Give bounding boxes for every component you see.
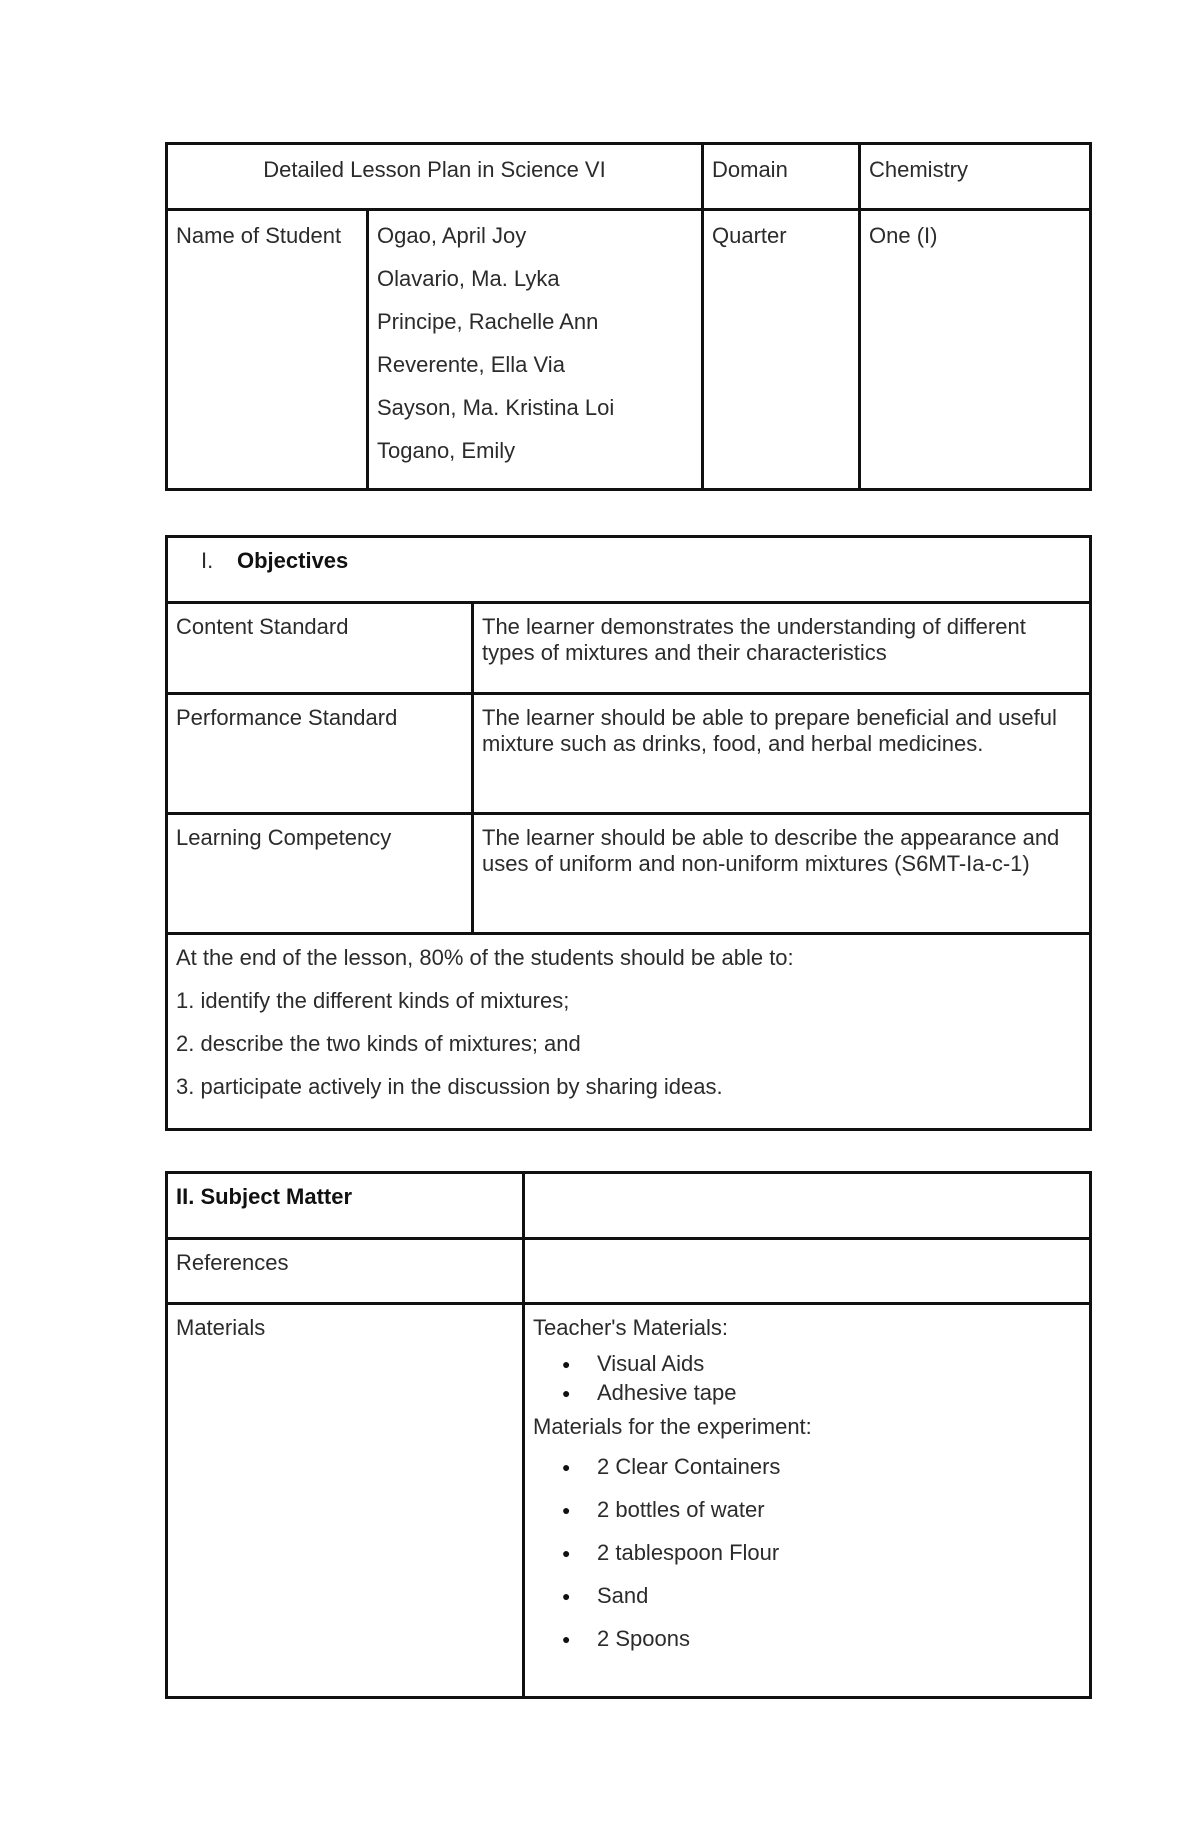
objective-item: 2. describe the two kinds of mixtures; and: [176, 1031, 581, 1056]
list-item: ● Adhesive tape: [597, 1380, 1081, 1409]
objectives-numeral: I.: [201, 548, 214, 573]
domain-value: Chemistry: [860, 144, 1091, 210]
objectives-list-cell: [167, 934, 1091, 1130]
list-item: ● 2 tablespoon Flour: [597, 1540, 1081, 1583]
list-item: ● Sand: [597, 1583, 1081, 1626]
objectives-intro: At the end of the lesson, 80% of the students should be able to:: [176, 945, 794, 970]
list-item: ● Visual Aids: [597, 1351, 1081, 1380]
objective-item: 3. participate actively in the discussion by sharing ideas.: [176, 1074, 723, 1099]
experiment-materials-list: [533, 1454, 1081, 1669]
performance-standard-label: Performance Standard: [167, 694, 473, 814]
student-name: Olavario, Ma. Lyka: [377, 266, 560, 291]
subject-matter-empty: [524, 1173, 1091, 1239]
list-item: ● 2 Spoons: [597, 1626, 1081, 1669]
subject-matter-heading: II. Subject Matter: [167, 1173, 524, 1239]
student-name: Reverente, Ella Via: [377, 352, 565, 377]
subject-matter-table: [165, 1171, 1092, 1699]
student-name: Togano, Emily: [377, 438, 516, 463]
content-standard-text: The learner demonstrates the understanding of different types of mixtures and their characteristics: [473, 603, 1091, 694]
quarter-value: One (I): [860, 210, 1091, 490]
objective-item: 1. identify the different kinds of mixtures;: [176, 988, 570, 1013]
student-list: [368, 210, 703, 490]
student-name: Principe, Rachelle Ann: [377, 309, 599, 334]
student-label: Name of Student: [167, 210, 368, 490]
materials-list-cell: [524, 1304, 1091, 1698]
student-name: Ogao, April Joy: [377, 223, 527, 248]
list-item: ● 2 Clear Containers: [597, 1454, 1081, 1497]
learning-competency-text: The learner should be able to describe the appearance and uses of uniform and non-uniform mixtures (S6MT-Ia-c-1): [473, 814, 1091, 934]
list-item: ● 2 bottles of water: [597, 1497, 1081, 1540]
references-label: References: [167, 1239, 524, 1304]
experiment-materials-label: Materials for the experiment:: [533, 1414, 812, 1439]
content-standard-label: Content Standard: [167, 603, 473, 694]
quarter-label: Quarter: [703, 210, 860, 490]
header-table: [165, 142, 1092, 491]
performance-standard-text: The learner should be able to prepare beneficial and useful mixture such as drinks, food, and herbal medicines.: [473, 694, 1091, 814]
learning-competency-label: Learning Competency: [167, 814, 473, 934]
references-value: [524, 1239, 1091, 1304]
lesson-plan-title: Detailed Lesson Plan in Science VI: [167, 144, 703, 210]
objectives-heading: Objectives: [237, 548, 349, 573]
teacher-materials-list: [533, 1351, 1081, 1409]
objectives-table: [165, 535, 1092, 1131]
student-name: Sayson, Ma. Kristina Loi: [377, 395, 615, 420]
materials-label: Materials: [167, 1304, 524, 1698]
teacher-materials-label: Teacher's Materials:: [533, 1315, 728, 1340]
objectives-heading-cell: [167, 537, 1091, 603]
domain-label: Domain: [703, 144, 860, 210]
